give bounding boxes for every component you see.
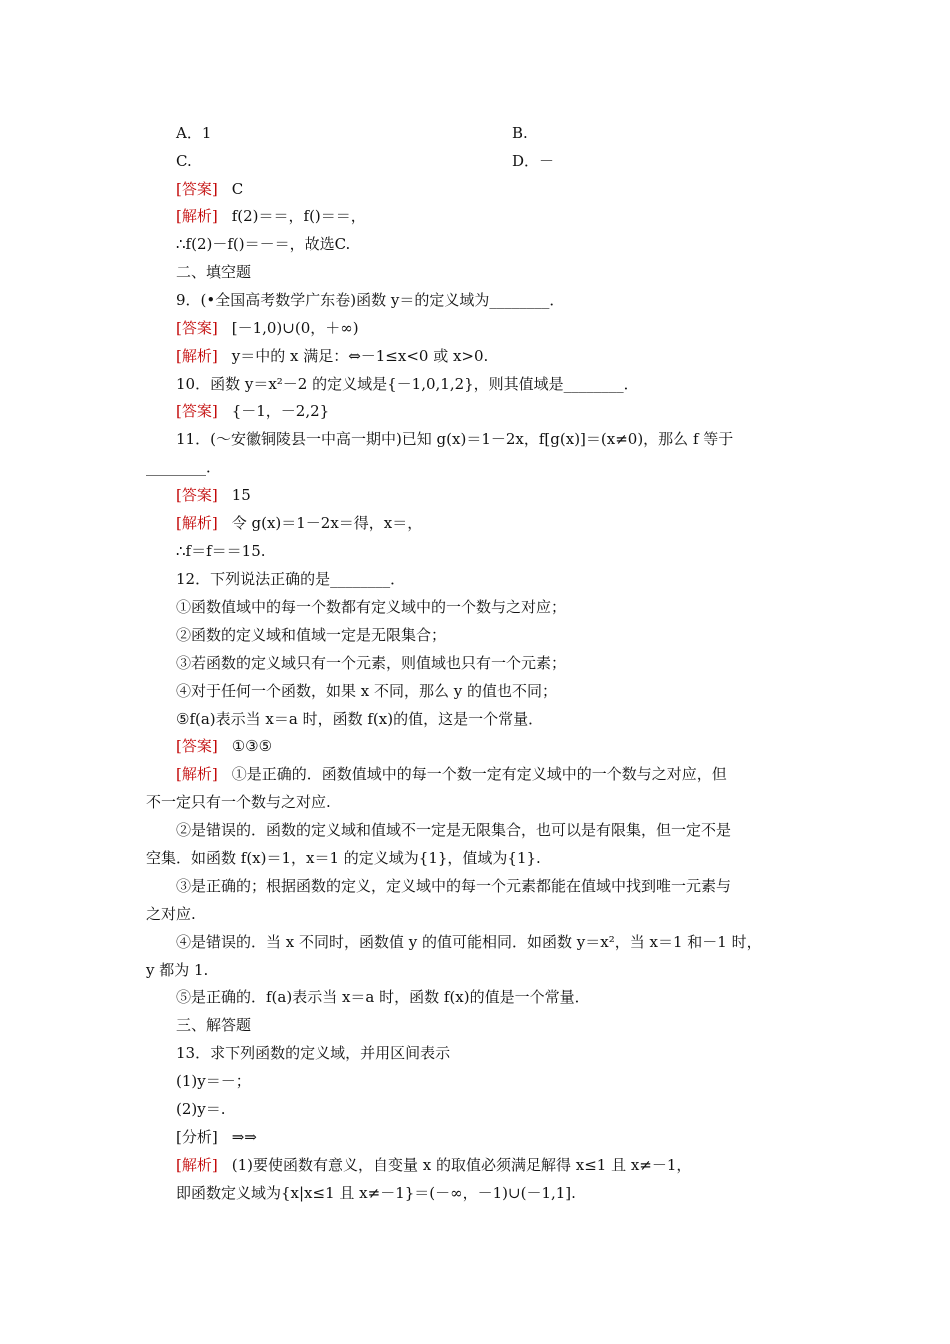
q13-analysis-line2: 即函数定义域为{x|x≤1 且 x≠－1}＝(－∞，－1)∪(－1,1].	[176, 1184, 576, 1202]
q12-item: ③若函数的定义域只有一个元素，则值域也只有一个元素；	[176, 654, 567, 672]
q11-analysis-line	[176, 513, 422, 533]
analysis-tag: [解析]	[176, 207, 218, 225]
q12-analysis-1: ①是正确的．函数值域中的每一个数一定有定义域中的一个数与之对应，但	[231, 765, 727, 783]
option-a: A．1	[176, 124, 212, 142]
q11-question-cont: ________．	[146, 458, 222, 476]
q9-analysis: y＝中的 x 满足：⇔－1≤x<0 或 x>0.	[231, 347, 489, 365]
answer-tag: [答案]	[176, 402, 218, 420]
analysis-tag: [解析]	[176, 347, 218, 365]
q13-hint-line	[176, 1127, 257, 1147]
q12-item: ⑤f(a)表示当 x＝a 时，函数 f(x)的值，这是一个常量．	[176, 710, 544, 728]
option-c: C.	[176, 152, 192, 170]
hint-tag: [分析]	[176, 1128, 218, 1146]
q13-question: 13．求下列函数的定义域，并用区间表示	[176, 1044, 451, 1062]
q8-analysis: f(2)＝＝，f()＝＝，	[231, 207, 366, 225]
q13-part-2: (2)y＝.	[176, 1100, 226, 1118]
answer-tag: [答案]	[176, 319, 218, 337]
q12-analysis-1-cont: 不一定只有一个数与之对应.	[146, 793, 331, 811]
q11-analysis: 令 g(x)＝1－2x＝得，x＝，	[231, 514, 423, 532]
q10-answer-line	[176, 401, 329, 421]
q9-analysis-line	[176, 346, 488, 366]
q11-question: 11．(～安徽铜陵县一中高一期中)已知 g(x)＝1－2x，f[g(x)]＝(x≠0)，那么 f 等于	[176, 430, 734, 448]
answer-tag: [答案]	[176, 737, 218, 755]
q13-analysis: (1)要使函数有意义，自变量 x 的取值必须满足解得 x≤1 且 x≠－1，	[231, 1156, 692, 1174]
q12-item: ②函数的定义域和值域一定是无限集合；	[176, 626, 447, 644]
q12-analysis-3: ③是正确的；根据函数的定义，定义域中的每一个元素都能在值域中找到唯一元素与	[176, 877, 732, 895]
q13-hint: ⇒⇒	[231, 1128, 257, 1146]
q8-analysis-line	[176, 206, 366, 226]
option-d: D．－	[512, 152, 555, 170]
analysis-tag: [解析]	[176, 765, 218, 783]
q11-analysis-line2: ∴f＝f＝＝15.	[176, 542, 266, 560]
q9-answer: [－1,0)∪(0，＋∞)	[231, 319, 359, 337]
section-heading-solve: 三、解答题	[176, 1016, 252, 1034]
q12-analysis-2: ②是错误的．函数的定义域和值域不一定是无限集合，也可以是有限集，但一定不是	[176, 821, 732, 839]
answer-tag: [答案]	[176, 180, 218, 198]
q12-analysis-line	[176, 764, 727, 784]
q12-analysis-4-cont: y 都为 1.	[146, 961, 209, 979]
q12-answer: ①③⑤	[231, 737, 273, 755]
answer-tag: [答案]	[176, 486, 218, 504]
option-b: B.	[512, 124, 528, 142]
q11-answer: 15	[231, 486, 251, 504]
q12-item: ④对于任何一个函数，如果 x 不同，那么 y 的值也不同；	[176, 682, 558, 700]
q8-answer-line	[176, 179, 243, 199]
q12-item: ①函数值域中的每一个数都有定义域中的一个数与之对应；	[176, 598, 567, 616]
section-heading-fill-in: 二、填空题	[176, 263, 252, 281]
q10-answer: {－1，－2,2}	[231, 402, 330, 420]
q13-analysis-line	[176, 1155, 691, 1175]
q10-question: 10．函数 y＝x²－2 的定义域是{－1,0,1,2}，则其值域是________．	[176, 375, 639, 393]
q12-analysis-3-cont: 之对应.	[146, 905, 196, 923]
q8-analysis-line2: ∴f(2)－f()＝－＝，故选C.	[176, 235, 351, 253]
q9-question: 9．(•全国高考数学广东卷)函数 y＝的定义域为________．	[176, 291, 565, 309]
q8-answer: C	[231, 180, 244, 198]
q12-analysis-2-cont: 空集．如函数 f(x)＝1，x＝1 的定义域为{1}，值域为{1}.	[146, 849, 541, 867]
q12-answer-line	[176, 736, 272, 756]
q13-part-1: (1)y＝－；	[176, 1072, 251, 1090]
q11-answer-line	[176, 485, 251, 505]
q12-analysis-5: ⑤是正确的．f(a)表示当 x＝a 时，函数 f(x)的值是一个常量．	[176, 988, 590, 1006]
analysis-tag: [解析]	[176, 1156, 218, 1174]
q12-analysis-4: ④是错误的．当 x 不同时，函数值 y 的值可能相同．如函数 y＝x²，当 x＝1 和－1 时，	[176, 933, 762, 951]
analysis-tag: [解析]	[176, 514, 218, 532]
q9-answer-line	[176, 318, 359, 338]
q12-question: 12．下列说法正确的是________．	[176, 570, 406, 588]
